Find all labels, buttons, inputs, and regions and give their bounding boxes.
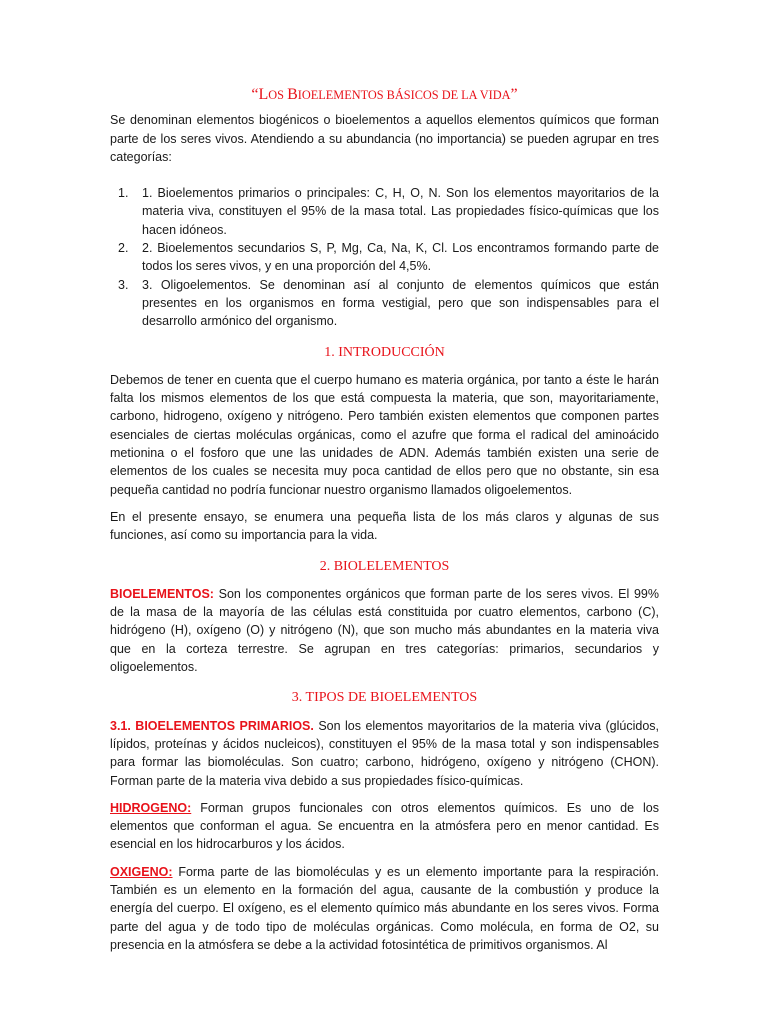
section-heading-introduccion: 1. INTRODUCCIÓN <box>324 344 445 360</box>
biolelementos-paragraph <box>110 585 659 676</box>
list-item <box>110 239 659 276</box>
title-word2-initial: B <box>287 86 298 103</box>
title-word1-rest: OS <box>268 88 288 102</box>
primarios-label: 3.1. BIOELEMENTOS PRIMARIOS. <box>110 718 314 733</box>
hidrogeno-text: Forman grupos funcionales con otros elementos químicos. Es uno de los elementos que conforman el agua. Se encuentra en la atmósfera pero en menor cantidad. Es esencial en los hidrocarburos y los ácidos. <box>110 800 659 852</box>
section-heading-biolelementos: 2. BIOLELEMENTOS <box>319 558 450 574</box>
list-item-text: 2. Bioelementos secundarios S, P, Mg, Ca, Na, K, Cl. Los encontramos formando parte de todos los seres vivos, y en una proporción del 4,5%. <box>142 241 659 274</box>
list-item-text: 1. Bioelementos primarios o principales: C, H, O, N. Son los elementos mayoritarios de la materia viva, constituyen el 95% de la masa total. Las propiedades físico-químicas que los hacen idóneos. <box>142 186 659 237</box>
hidrogeno-label: HIDROGENO: <box>110 800 192 815</box>
list-item-number: 3. <box>118 277 129 292</box>
primarios-text: Son los elementos mayoritarios de la materia viva (glúcidos, lípidos, proteínas y ácidos nucleicos), constituyen el 95% de la masa total y son indispensables para formar las biomoléculas. Son cuatro; carbono, hidrógeno, oxígeno y nitrógeno (CHON). Forman parte de la materia viva debido a sus propiedades físico-químicas. <box>110 718 659 788</box>
oxigeno-paragraph <box>110 863 659 954</box>
primarios-paragraph <box>110 717 659 790</box>
oxigeno-text-1: Forma parte de las biomoléculas y es un elemento importante para la respiración. También es un elemento en la formación del agua, causante de la combustión y produce la energía del cuerpo. El <box>110 864 659 916</box>
list-item <box>110 276 659 331</box>
categories-list <box>110 184 659 330</box>
hidrogeno-paragraph <box>110 799 659 854</box>
title-word2-rest: IOELEMENTOS BÁSICOS DE LA VIDA <box>297 88 511 102</box>
molecula-term: molécula <box>480 919 531 934</box>
oxigeno-text-3: , en forma de O2, su presencia en la atmósfera se debe a la actividad fotosintética de primitivos organismos. Al <box>110 919 659 952</box>
oxigeno-label: OXIGENO: <box>110 864 173 879</box>
title-open-quote: “ <box>251 86 259 103</box>
bioelementos-text: Son los componentes orgánicos que forman parte de los seres vivos. El 99% de la masa de la mayoría de las células está constituida por cuatro elementos, carbono (C), hidrógeno (H), oxígeno (O) y nitrógeno (N), que son mucho más abundantes en la materia viva que en la corteza terrestre. Se agrupan en tres categorías: primarios, secundarios y oligoelementos. <box>110 586 659 675</box>
oxigeno-term: oxígeno <box>237 901 283 916</box>
introduccion-paragraph-1: Debemos de tener en cuenta que el cuerpo humano es materia orgánica, por tanto a éste le harán falta los mismos elementos de los que está compuesta la materia, que son, mayoritariamente, carbono, hidrogeno, oxígeno y nitrógeno. Pero también existen elementos que componen partes esenciales de ciertas moléculas orgánicas, como el azufre que forma el radical del aminoácido metionina o el fosforo que une las unidades de ADN. Además también existen una serie de elementos de los cuales se necesita muy poca cantidad de ellos pero que no obstante, sin esa pequeña cantidad no podría funcionar nuestro organismo llamados oligoelementos. <box>110 372 659 497</box>
list-item-text: 3. Oligoelementos. Se denominan así al conjunto de elementos químicos que están presentes en los organismos en forma vestigial, pero que son indispensables para el desarrollo armónico del organismo. <box>142 277 659 329</box>
section-heading-tipos: 3. TIPOS DE BIOELEMENTOS <box>291 690 478 706</box>
oxigeno-text-2: , es el elemento químico más abundante en los seres vivos. Forma parte del agua y de todo tipo de moléculas orgánicas. Como <box>110 901 660 934</box>
list-item-number: 2. <box>118 241 129 256</box>
title-word1-initial: L <box>258 86 269 103</box>
list-item <box>110 184 659 239</box>
introduccion-paragraph-2: En el presente ensayo, se enumera una pequeña lista de los más claros y algunas de sus funciones, así como su importancia para la vida. <box>110 509 659 543</box>
document-title <box>110 86 659 104</box>
list-item-number: 1. <box>118 186 129 201</box>
intro-paragraph: Se denominan elementos biogénicos o bioelementos a aquellos elementos químicos que forman parte de los seres vivos. Atendiendo a su abundancia (no importancia) se pueden agrupar en tres categorías: <box>110 113 659 164</box>
title-close-quote: ” <box>510 86 518 103</box>
bioelementos-label: BIOELEMENTOS: <box>110 586 214 601</box>
